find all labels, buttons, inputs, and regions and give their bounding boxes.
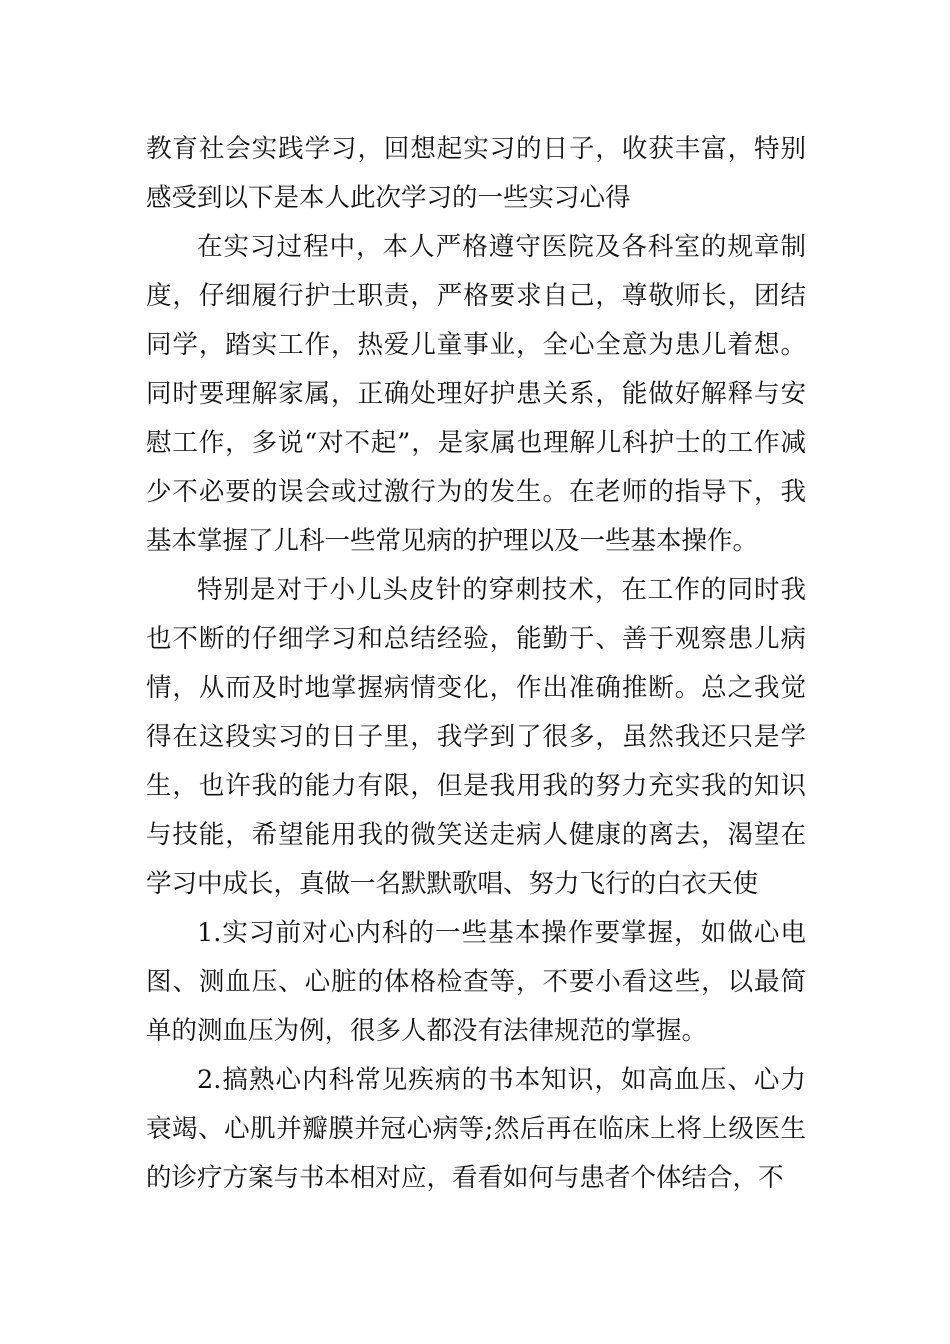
paragraph-3: 特别是对于小儿头皮针的穿刺技术，在工作的同时我也不断的仔细学习和总结经验，能勤于、善于观察患儿病情，从而及时地掌握病情变化，作出准确推断。总之我觉得在这段实习的日子里，我学到了很多，虽然我还只是学生，也许我的能力有限，但是我用我的努力充实我的知识与技能，希望能用我的微笑送走病人健康的离去，渴望在学习中成长，真做一名默默歌唱、努力飞行的白衣天使 bbox=[146, 575, 806, 899]
paragraph-4: 1.实习前对心内科的一些基本操作要掌握，如做心电图、测血压、心脏的体格检查等，不要小看这些，以最简单的测血压为例，很多人都没有法律规范的掌握。 bbox=[146, 918, 806, 1046]
paragraph-5: 2.搞熟心内科常见疾病的书本知识，如高血压、心力衰竭、心肌并瓣膜并冠心病等;然后再在临床上将上级医生的诊疗方案与书本相对应，看看如何与患者个体结合，不 bbox=[146, 1065, 806, 1193]
paragraph-2: 在实习过程中，本人严格遵守医院及各科室的规章制度，仔细履行护士职责，严格要求自己，尊敬师长，团结同学，踏实工作，热爱儿童事业，全心全意为患儿着想。同时要理解家属，正确处理好护患关系，能做好解释与安慰工作，多说“对不起”，是家属也理解儿科护士的工作减少不必要的误会或过激行为的发生。在老师的指导下，我基本掌握了儿科一些常见病的护理以及一些基本操作。 bbox=[146, 232, 806, 556]
paragraph-1: 教育社会实践学习，回想起实习的日子，收获丰富，特别感受到以下是本人此次学习的一些实习心得 bbox=[146, 134, 806, 213]
document-body bbox=[146, 125, 806, 1203]
